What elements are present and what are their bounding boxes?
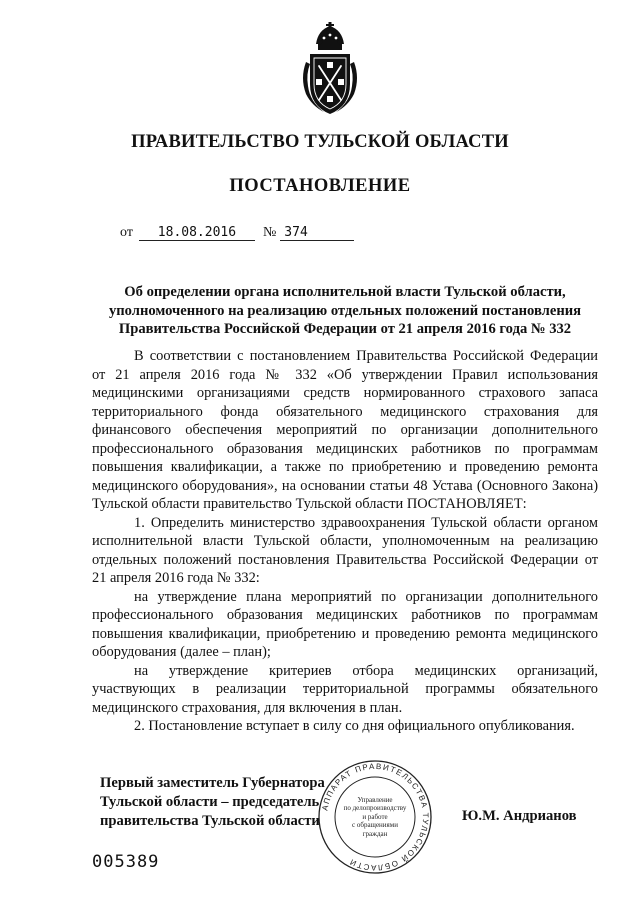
signatory-title-line-1: Первый заместитель Губернатора <box>100 775 325 791</box>
document-number: 374 <box>280 225 354 241</box>
date-number-line <box>120 225 354 241</box>
date-prefix: от <box>120 225 133 240</box>
body-paragraph-item-2: 2. Постановление вступает в силу со дня официального опубликования. <box>134 718 575 734</box>
government-title: ПРАВИТЕЛЬСТВО ТУЛЬСКОЙ ОБЛАСТИ <box>131 132 509 152</box>
signature-block <box>100 774 325 831</box>
stamp-line: и работе <box>362 812 388 821</box>
stamp-line: с обращениями <box>352 821 398 830</box>
document-subject: Об определении органа исполнительной власти Тульской области, уполномоченного на реализацию отдельных положений постановления Правительства Российской Федерации от 21 апреля 2016 года № 332 <box>108 284 582 337</box>
body-paragraph-item-1: 1. Определить министерство здравоохранения Тульской области органом исполнительной власти Тульской области, уполномоченным на реализацию отдельных положений постановления Правительства Российской Федерации от 21 апреля 2016 года № 332: <box>92 514 598 586</box>
body-paragraph-preamble: В соответствии с постановлением Правительства Российской Федерации от 21 апреля 2016 года № 332 «Об утверждении Правил использования медицинскими организациями средств нормированного страхового запаса территориального фонда обязательного медицинского страхования для финансового обеспечения мероприятий по организации дополнительного профессионального образования медицинских работников по программам повышения квалификации, а также по приобретению и проведению ремонта медицинского оборудования», на основании статьи 48 Устава (Основного Закона) Тульской области правительство Тульской области ПОСТАНОВЛЯЕТ: <box>92 348 598 512</box>
stamp-line: граждан <box>362 829 388 838</box>
stamp-line: Управление <box>357 795 393 804</box>
stamp-inner-text <box>316 758 434 876</box>
coat-of-arms-emblem <box>296 22 364 116</box>
official-stamp <box>316 758 434 876</box>
document-date: 18.08.2016 <box>139 225 255 241</box>
body-paragraph-plan-approval: на утверждение плана мероприятий по организации дополнительного профессионального образования медицинских работников по программам повышения квалификации, приобретению и проведению ремонта медицинского оборудования (далее – план); <box>92 588 598 660</box>
svg-text:АППАРАТ ПРАВИТЕЛЬСТВА ТУЛЬСКОЙ: АППАРАТ ПРАВИТЕЛЬСТВА ТУЛЬСКОЙ ОБЛАСТИ <box>320 761 431 873</box>
signatory-name: Ю.М. Андрианов <box>462 808 577 824</box>
signatory-title-line-3: правительства Тульской области <box>100 813 320 829</box>
signatory-title-line-2: Тульской области – председатель <box>100 794 320 810</box>
document-type-title: ПОСТАНОВЛЕНИЕ <box>229 176 411 196</box>
body-paragraph-criteria-approval: на утверждение критериев отбора медицинских организаций, участвующих в реализации территориальной программы обязательного медицинского страхования, для включения в план. <box>92 662 598 716</box>
stamp-line: по делопроизводству <box>343 804 407 813</box>
document-body <box>92 347 598 736</box>
number-prefix: № <box>262 225 277 240</box>
registration-number: 005389 <box>92 852 160 872</box>
